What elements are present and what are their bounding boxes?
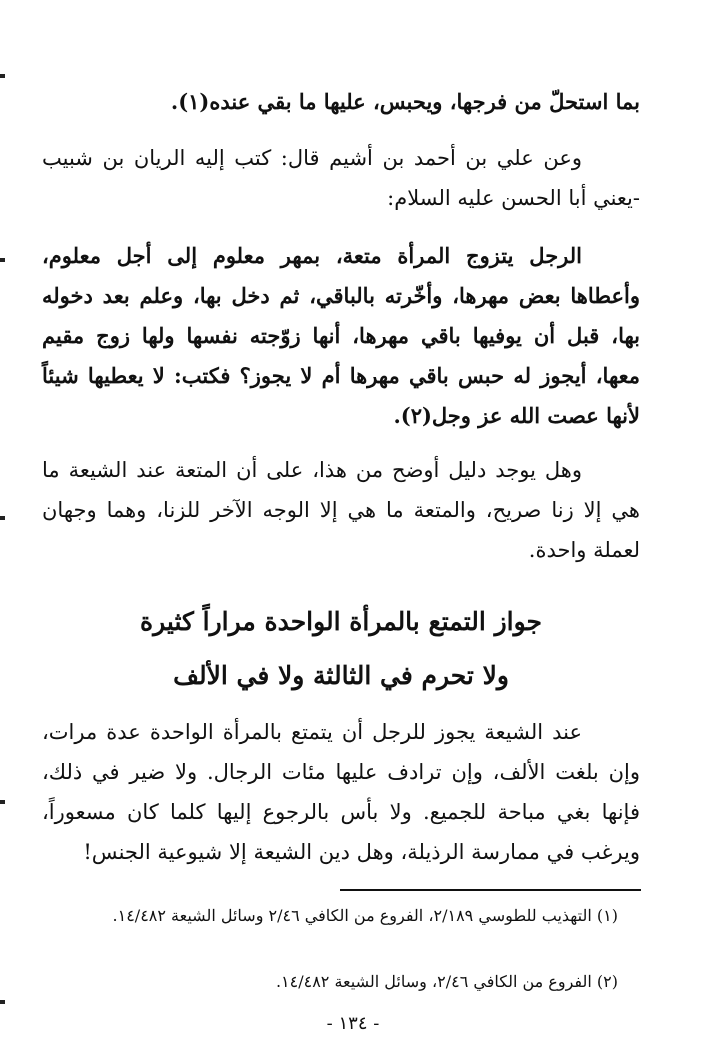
section-heading-line-1: جواز التمتع بالمرأة الواحدة مراراً كثيرة: [140, 607, 542, 636]
paragraph-question: الرجل يتزوج المرأة متعة، بمهر معلوم إلى أجل معلوم، وأعطاها بعض مهرها، وأخّرته بالباقي، ثم دخل بها، وعلم بعد دخوله بها، قبل أن يوفيها باقي مهرها، أنها زوّجته نفسها ولها زوج مقيم معها، أيجوز له حبس باقي مهرها أم لا يجوز؟ فكتب: لا يعطيها شيئاً لأنها عصت الله عز وجل(٢).: [42, 243, 640, 428]
page-number: - ١٣٤ -: [326, 1013, 380, 1034]
footnote-1: (١) التهذيب للطوسي ٢/١٨٩، الفروع من الكافي ٢/٤٦ وسائل الشيعة ١٤/٤٨٢.: [112, 906, 618, 925]
paragraph-continuation: بما استحلّ من فرجها، ويحبس، عليها ما بقي عنده(١).: [170, 89, 640, 114]
paragraph-conclusion: وهل يوجد دليل أوضح من هذا، على أن المتعة عند الشيعة ما هي إلا زنا صريح، والمتعة ما هي إلا الوجه الآخر للزنا، وهما وجهان لعملة واحدة.: [42, 458, 640, 562]
paragraph-narration: وعن علي بن أحمد بن أشيم قال: كتب إليه الريان بن شبيب -يعني أبا الحسن عليه السلام:: [42, 146, 640, 210]
footnote-separator: [340, 889, 641, 891]
scan-edge-mark: [0, 800, 5, 804]
section-heading-line-2: ولا تحرم في الثالثة ولا في الألف: [173, 661, 509, 690]
footnote-2: (٢) الفروع من الكافي ٢/٤٦، وسائل الشيعة ١٤/٤٨٢.: [275, 972, 618, 991]
scan-edge-mark: [0, 1000, 5, 1004]
scan-edge-mark: [0, 74, 5, 78]
paragraph-section-body: عند الشيعة يجوز للرجل أن يتمتع بالمرأة الواحدة عدة مرات، وإن بلغت الألف، وإن ترادف عليها مئات الرجال. ولا ضير في ذلك، فإنها بغي مباحة للجميع. ولا بأس بالرجوع إليها كلما كان مسعوراً، ويرغب في ممارسة الرذيلة، وهل دين الشيعة إلا شيوعية الجنس!: [42, 720, 640, 864]
scan-edge-mark: [0, 258, 5, 262]
scan-edge-mark: [0, 516, 5, 520]
